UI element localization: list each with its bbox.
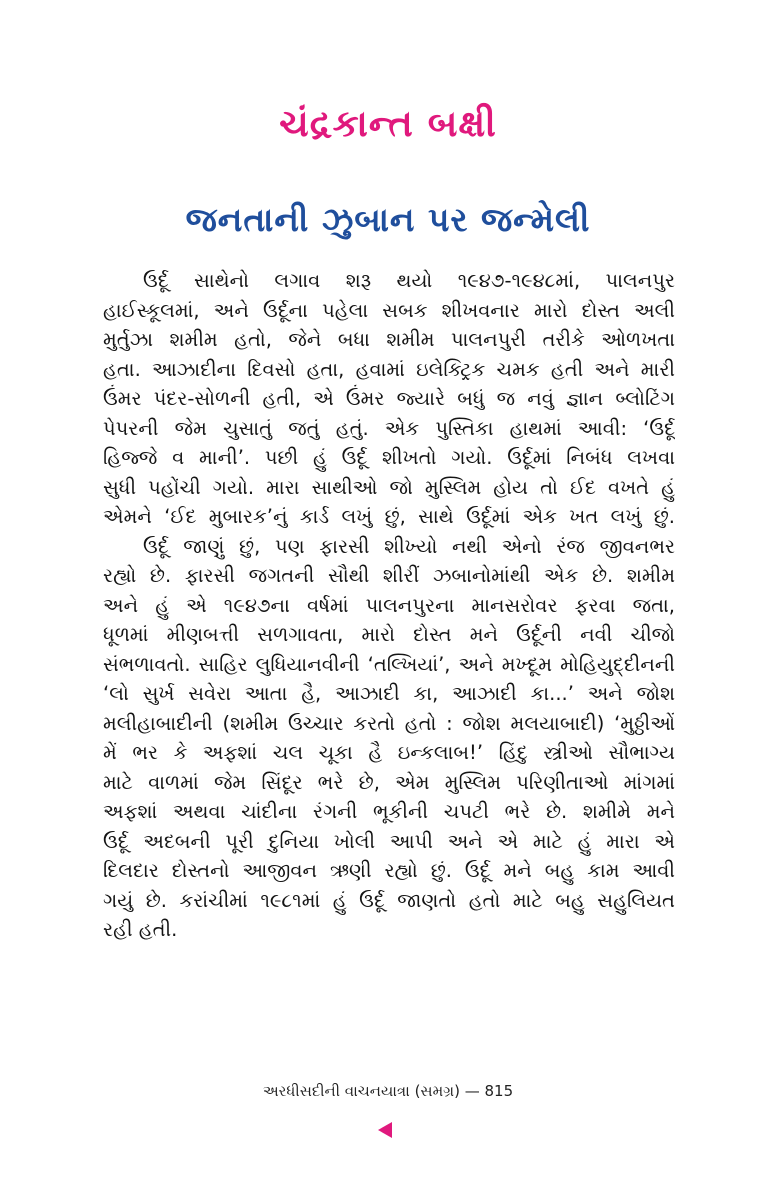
text-line: મુર્તુઝા શમીમ હતો, જેને બધા શમીમ પાલનપુરી તરીકે ઓળખતા [103,328,675,351]
text-line: મલીહાબાદીની (શમીમ ઉચ્ચાર કરતો હતો : જોશ મલયાબાદી) ‘મુઠ્ઠીઓં [103,711,675,735]
text-line: સુધી પહોંચી ગયો. મારા સાથીઓ જો મુસ્લિમ હોય તો ઈદ વખતે હું [103,475,675,499]
text-line: અફશાં અથવા ચાંદીના રંગની ભૂકીની ચપટી ભરે છે. શમીમે મને [103,800,675,823]
text-line: એમને ‘ઈદ મુબારક’નું કાર્ડ લખું છું, સાથે ઉર્દૂમાં એક ખત લખું છું. [103,505,675,528]
text-line: રહ્યો છે. ફારસી જગતની સૌથી શીરીં ઝબાનોમાંથી એક છે. શમીમ [103,564,675,587]
author-name: ચંદ્રકાન્ત બક્ષી [279,102,497,145]
chapter-title: જનતાની ઝુબાન પર જન્મેલી [185,200,591,239]
text-line: માટે વાળમાં જેમ સિંદૂર ભરે છે, એમ મુસ્લિમ પરિણીતાઓ માંગમાં [103,770,675,794]
text-line: ધૂળમાં મીણબત્તી સળગાવતા, મારો દોસ્ત મને ઉર્દૂની નવી ચીજો [103,623,675,646]
text-line: રહી હતી. [103,918,178,941]
previous-page-arrow-icon[interactable] [378,1122,392,1138]
text-line: હતા. આઝાદીના દિવસો હતા, હવામાં ઇલેક્ટ્રિક ચમક હતી અને મારી [103,357,675,381]
text-line: હિજ્જે વ માની’. પછી હું ઉર્દૂ શીખતો ગયો. ઉર્દૂમાં નિબંધ લખવા [103,446,675,469]
text-line: ગયું છે. કરાંચીમાં ૧૯૮૧માં હું ઉર્દૂ જાણતો હતો માટે બહુ સહુલિયત [103,888,675,912]
text-line: ‘લો સુર્ખ સવેરા આતા હૈ, આઝાદી કા, આઝાદી કા...’ અને જોશ [103,682,675,705]
paragraph-1 [103,266,675,532]
text-line: અને હું એ ૧૯૪૭ના વર્ષમાં પાલનપુરના માનસરોવર ફરવા જતા, [103,593,675,617]
article-body [103,266,675,945]
text-line: મેં ભર કે અફશાં ચલ ચૂકા હૈ ઇન્કલાબ!’ હિંદુ સ્ત્રીઓ સૌભાગ્ય [103,741,675,764]
text-line: પેપરની જેમ ચુસાતું જતું હતું. એક પુસ્તિકા હાથમાં આવી: ‘ઉર્દૂ [103,416,675,440]
text-line: દિલદાર દોસ્તનો આજીવન ઋણી રહ્યો છું. ઉર્દૂ મને બહુ કામ આવી [103,859,675,882]
text-line: ઉર્દૂ સાથેનો લગાવ શરૂ થયો ૧૯૪૭-૧૯૪૮માં, પાલનપુર [143,269,675,292]
text-line: ઉંમર પંદર-સોળની હતી, એ ઉંમર જ્યારે બધું જ નવું જ્ઞાન બ્લોટિંગ [103,387,675,410]
text-line: હાઈસ્કૂલમાં, અને ઉર્દૂના પહેલા સબક શીખવનાર મારો દોસ્ત અલી [103,298,675,322]
paragraph-2 [103,532,675,945]
text-line: ઉર્દૂ જાણું છું, પણ ફારસી શીખ્યો નથી એનો રંજ જીવનભર [143,534,675,558]
text-line: ઉર્દૂ અદબની પૂરી દુનિયા ખોલી આપી અને એ માટે હું મારા એ [103,829,675,853]
page-footer: અરધીસદીની વાચનયાત્રા (સમગ્ર) — 815 [262,1082,514,1100]
text-line: સંભળાવતો. સાહિર લુધિયાનવીની ‘તલ્ખિયાં’, અને મખ્દૂમ મોહિયુદ્દીનની [103,652,675,676]
